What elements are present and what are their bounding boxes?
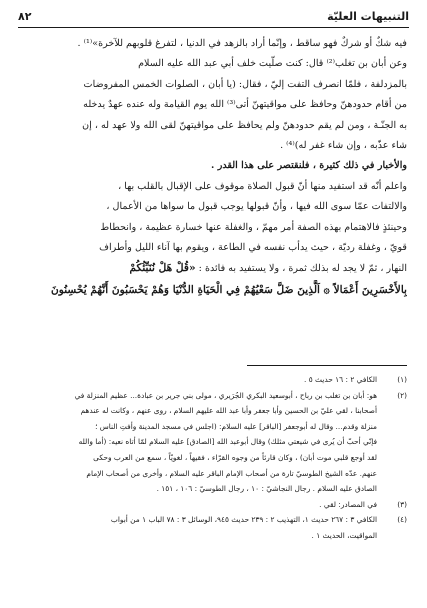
footnote — [20, 497, 407, 513]
footnote-number: (٤) — [397, 515, 407, 525]
page-number: ٨٢ — [18, 9, 32, 23]
quran-quote: بِالأَخْسَرِينَ أَعْمَالاً ۞ اَلَّذِينَ ضَلَّ سَعْيُهُمْ فِي الْحَيَاةِ الدُّنْيَا وَهُمْ يَحْسَبُونَ أَنَّهُمْ يُحْسِنُونَ — [50, 283, 407, 296]
body-line: قويّ ، وغفلة رديّة ، حيث يدأب نفسه في الطاعة ، ويقوم بها آناء الليل وأطراف — [99, 242, 407, 254]
footnote-line: لقد أوجع قلبي موت أبان) ، وكان قارئاً من وجوه القرّاء ، فقيهاً ، لغويّاً ، سمع من العرب وحكى — [93, 452, 377, 462]
footnote-line: أصحابنا ، لقي عليّ بن الحسين وأبا جعفر وأبا عبد الله عليهم السلام ، روى عنهم ، وكانت له عندهم — [80, 406, 377, 416]
header-rule — [18, 27, 409, 28]
footnote-line: المواقيت، الحديث ١ . — [311, 530, 377, 540]
body-line: بالمزدلفة ، فلمّا انصرف التفت إليّ ، فقال: (يا أبان ، الصلوات الخمس المفروضات — [83, 78, 407, 90]
body-text: النهار ، ثمّ لا يجد له بذلك ثمرة ، ولا يستفيد به فائدة : — [198, 263, 407, 275]
quran-quote-start: «قُلْ هَلْ نُنَبِّئُكُمْ — [129, 262, 196, 275]
footnote — [20, 512, 407, 543]
footnote-number: (٣) — [397, 499, 407, 509]
footnote-number: (١) — [397, 375, 407, 384]
footnotes — [20, 372, 407, 544]
body-line — [20, 258, 407, 279]
body-line: وحينئذٍ فالاهتمام بهذه الصفة أمر مهمّ ، والغفلة عنها خسارة عظيمة ، وانحطاط — [100, 221, 407, 233]
footnote-line: الكافي ٣ : ٢٦٧ حديث ١، التهذيب ٢ : ٢٣٩ حديث ٩٤٥، الوسائل ٣ : ٧٨ الباب ١ من أبواب — [110, 515, 377, 525]
footnote-line: منزلة وقدم... وقال له أبوجعفر [الباقر] عليه السلام: (اجلس في مسجد المدينة وأفتِ الناس ؛ — [95, 421, 377, 431]
body-line: والأخبار في ذلك كثيرة ، فلنقتصر على هذا القدر . — [211, 160, 407, 172]
body-line: به الجنّـة ، ومن لم يقم حدودهنّ ولم يحافظ على مواقيتهنّ لقى الله ولا عهد له ، إن — [82, 119, 407, 131]
main-text — [20, 34, 407, 300]
body-line: فيه شكٌ أو شركٌ فهو ساقط ، وإنّما أراد بالزهد في الدنيا ، لتفرغ قلوبهم للآخرة»⁽¹⁾ . — [77, 38, 407, 49]
footnote-line: في المصادر: لقي . — [319, 499, 377, 509]
body-line: شاء عذّبه ، وإن شاء غفر له)⁽⁴⁾ . — [280, 140, 407, 152]
footnote — [20, 388, 407, 497]
footnote-line: الصادق عليه السلام . رجال النجاشيّ : ١٠ ، رجال الطوسيّ : ١٠٦ ، ١٥١ . — [156, 484, 377, 494]
footnote-separator — [247, 365, 407, 366]
body-line: من أقام حدودهنّ وحافظ على مواقيتهنّ أتى⁽³⁾ الله يوم القيامة وله عنده عهدٌ يدخله — [83, 99, 407, 111]
body-line: وعن أبان بن تغلب⁽²⁾ قال: كنت صلّيت خلف أبي عبد الله عليه السلام — [138, 58, 407, 70]
footnote — [20, 372, 407, 388]
footnote-line: عنهم. عدّه الشيخ الطوسيّ تارة من أصحاب الإمام الباقر عليه السلام ، وأخرى من أصحاب الإمام — [86, 468, 377, 478]
body-line: واعلم أنّه قد استفيد منها أنّ قبول الصلاة موقوف على الإقبال بالقلب بها ، — [118, 180, 407, 192]
footnote-line: الكافي ٢ : ١٦ حديث ٥ . — [304, 375, 377, 384]
footnote-line: فإنّي أحبّ أن يُرى في شيعتي مثلك) وقال أبوعبد الله [الصادق] عليه السلام لمّا أتاه نعيه: (أما والله — [78, 437, 377, 447]
footnote-line: هو: أبان بن تغلب بن رباح ، أبوسعيد البكري الجُرَيري ، مولى بني جرير بن عبادة... عظيم المنزلة في — [74, 390, 377, 400]
body-line: والالتفات عمّا سوى الله فيها ، وأنّ قبولها يوجب قبول ما سواها من الأعمال ، — [106, 201, 407, 213]
page-header — [18, 6, 409, 26]
running-title: التنبيهات العليّة — [327, 9, 409, 23]
footnote-number: (٢) — [397, 390, 407, 400]
